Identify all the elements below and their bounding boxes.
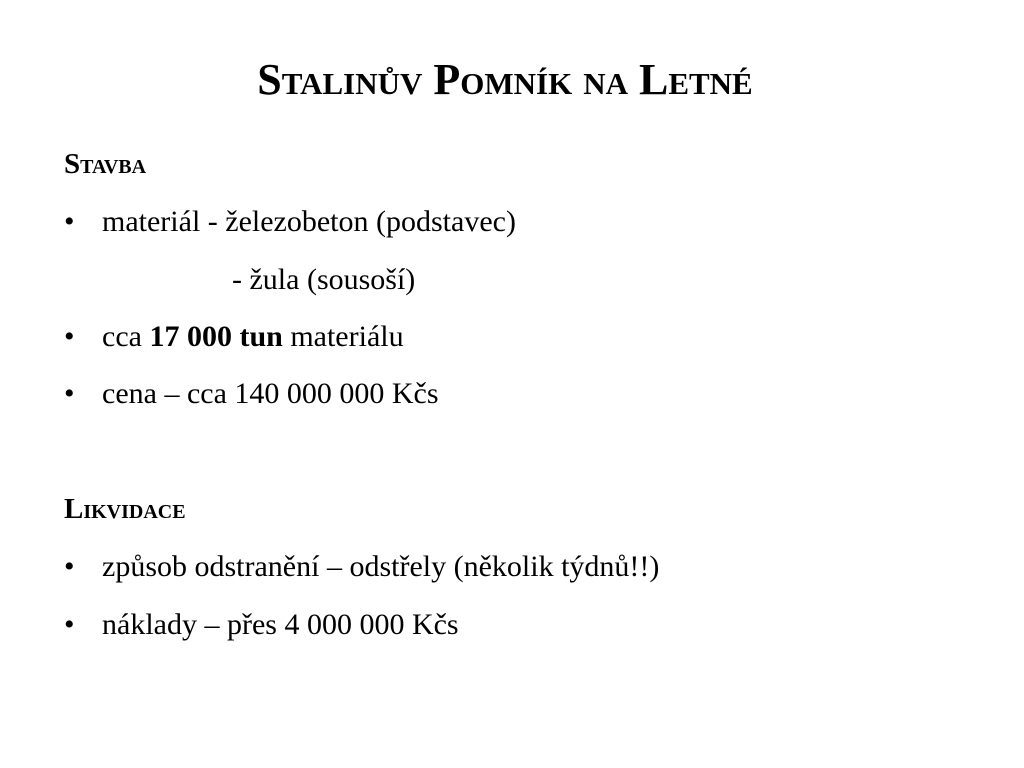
bullet-icon: • <box>64 320 75 353</box>
list-item-text: cena – cca 140 000 000 Kčs <box>102 377 439 410</box>
list-item-method <box>64 547 659 587</box>
list-item-costs <box>64 605 459 645</box>
list-item-tonnage <box>64 317 404 357</box>
list-item-text: náklady – přes 4 000 000 Kčs <box>102 608 459 641</box>
list-item-text: materiál - železobeton (podstavec) <box>102 205 516 238</box>
list-item-material <box>64 202 516 242</box>
list-item-text-pre: cca <box>102 320 150 353</box>
bullet-icon: • <box>64 377 75 410</box>
list-item-text-bold: 17 000 tun <box>149 320 283 353</box>
bullet-icon: • <box>64 608 75 641</box>
bullet-icon: • <box>64 205 75 238</box>
list-item-text-post: materiálu <box>282 320 404 353</box>
slide-title: Stalinův Pomník na Letné <box>257 55 753 104</box>
list-item-price <box>64 374 439 414</box>
section-heading-likvidace: Likvidace <box>64 493 186 525</box>
list-item-text: způsob odstranění – odstřely (několik týdnů!!) <box>102 550 660 583</box>
list-item-continuation: - žula (sousoší) <box>232 263 416 296</box>
bullet-icon: • <box>64 550 75 583</box>
section-heading-stavba: Stavba <box>64 148 147 180</box>
